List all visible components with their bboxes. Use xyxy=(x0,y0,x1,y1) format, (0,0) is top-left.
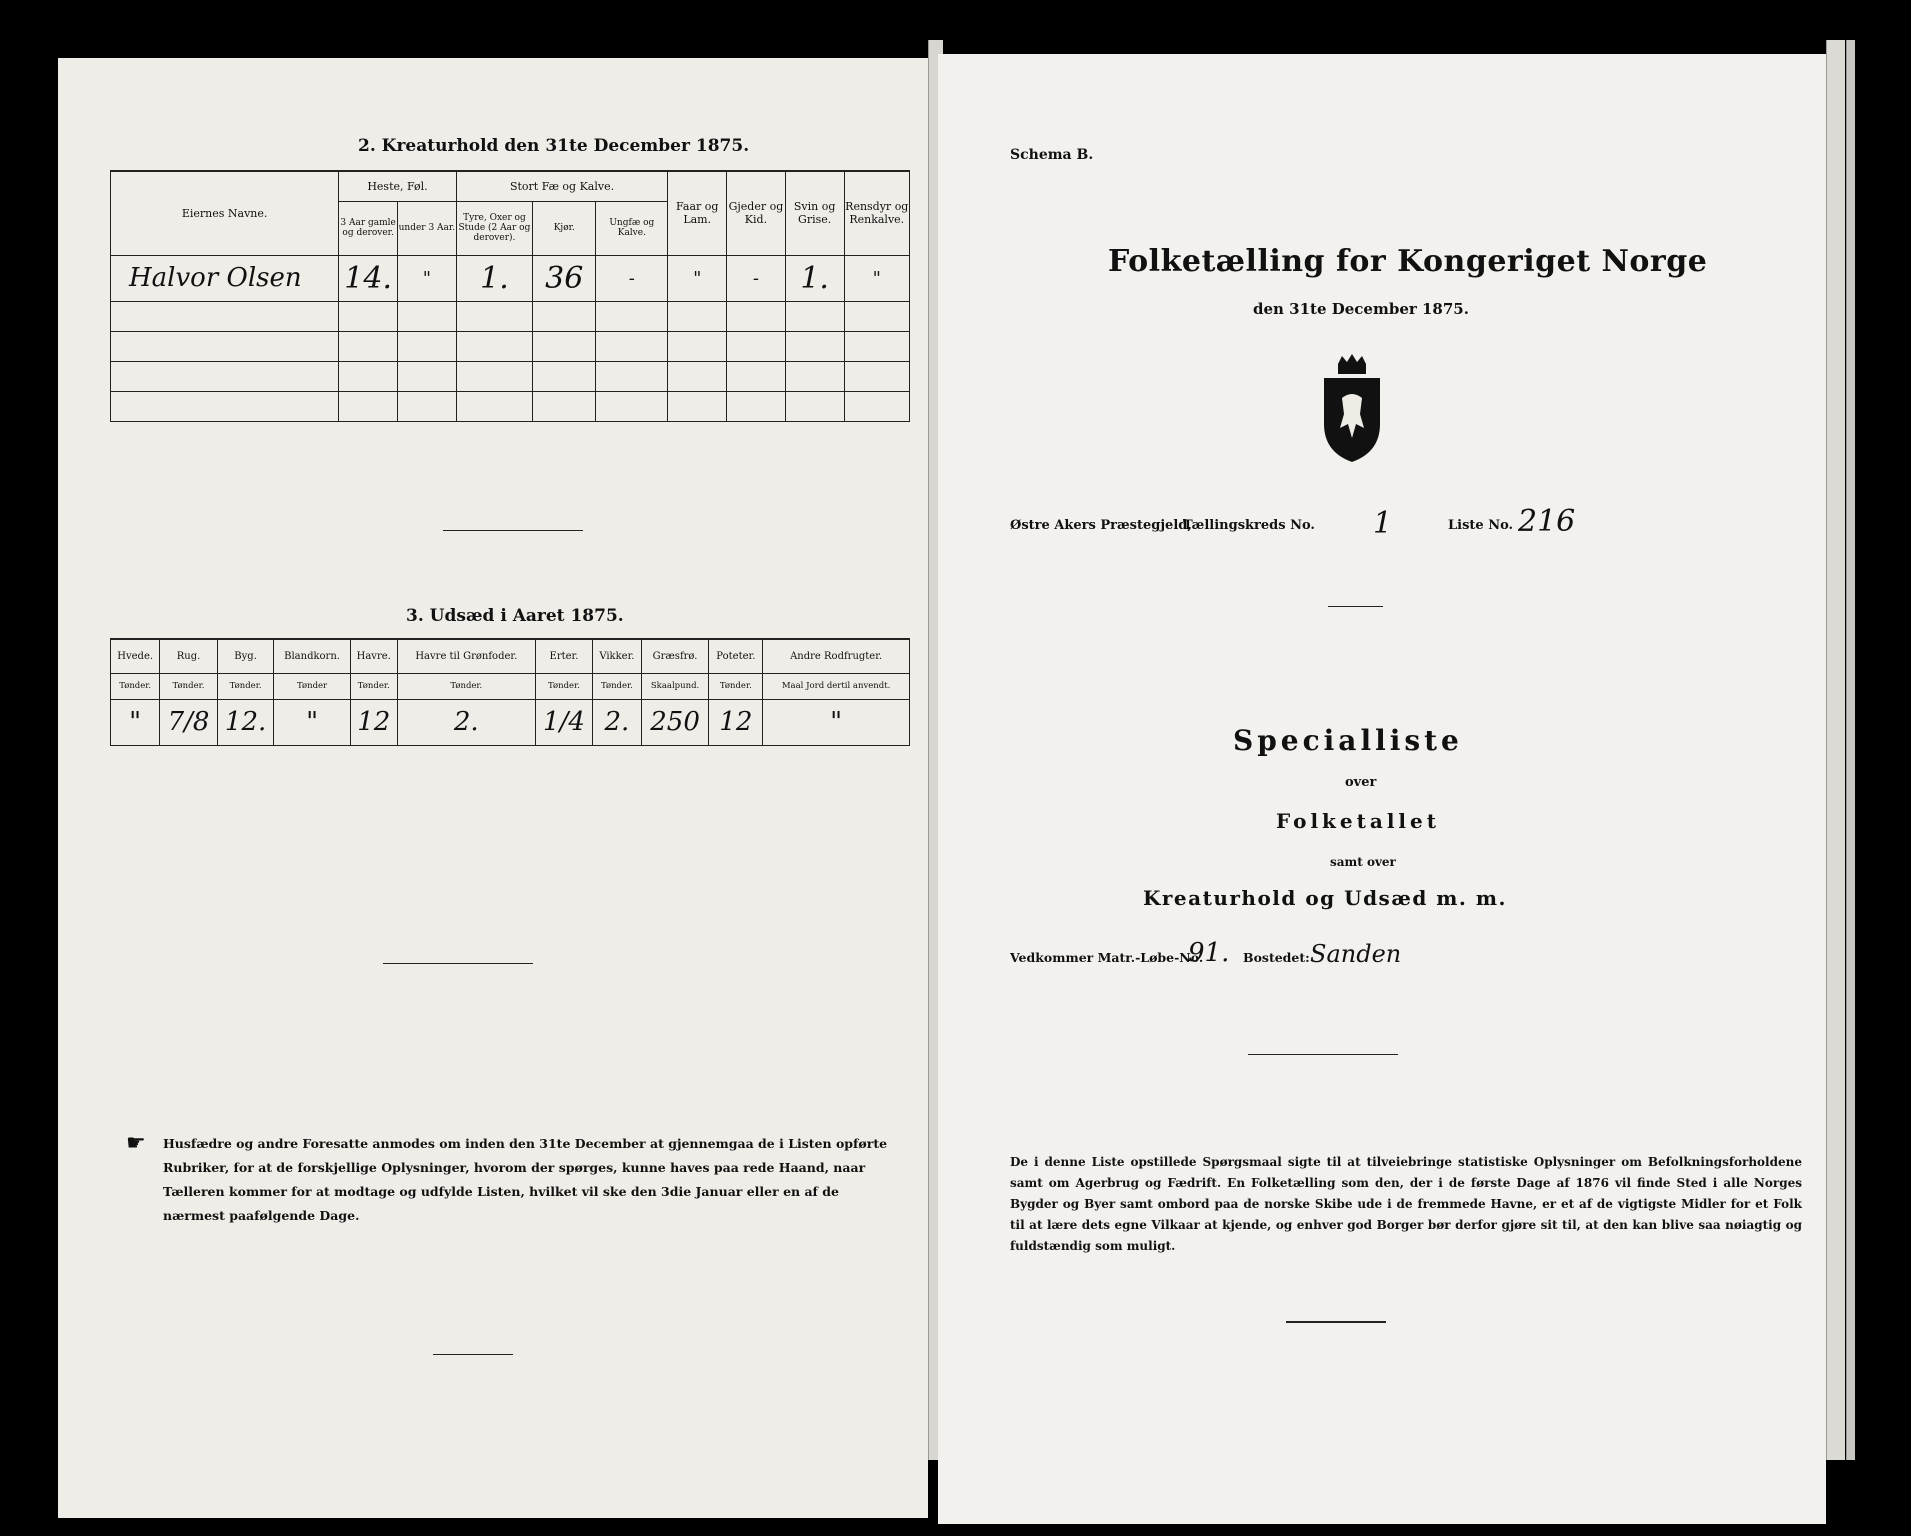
seed-header-8: Græsfrø. xyxy=(641,639,709,673)
heste-old-cell: 14. xyxy=(339,255,398,301)
kreaturhold-heading: Kreaturhold og Udsæd m. m. xyxy=(1143,886,1507,910)
seed-unit-2: Tønder. xyxy=(217,673,274,699)
page-edge xyxy=(1826,40,1845,1460)
seed-value-8: 250 xyxy=(641,699,709,745)
stort-fae-header: Stort Fæ og Kalve. xyxy=(456,171,668,201)
table-row xyxy=(111,255,910,301)
ungfae-cell: - xyxy=(596,255,668,301)
seed-value-5: 2. xyxy=(397,699,535,745)
tyre-header: Tyre, Oxer og Stude (2 Aar og derover). xyxy=(456,201,532,255)
owner-header: Eiernes Navne. xyxy=(111,171,339,255)
divider xyxy=(443,530,583,531)
faar-header: Faar og Lam. xyxy=(668,171,727,255)
seed-value-7: 2. xyxy=(593,699,641,745)
schema-label: Schema B. xyxy=(1010,147,1094,163)
divider xyxy=(433,1354,513,1355)
seed-unit-5: Tønder. xyxy=(397,673,535,699)
left-page xyxy=(58,58,928,1518)
specialliste-heading: Specialliste xyxy=(1233,724,1463,757)
pointing-hand-icon: ☛ xyxy=(126,1131,146,1156)
right-page xyxy=(938,54,1826,1524)
parish-label: Østre Akers Præstegjeld, xyxy=(1010,518,1192,533)
seed-value-6: 1/4 xyxy=(535,699,592,745)
seed-value-2: 12. xyxy=(217,699,274,745)
livestock-table xyxy=(110,170,910,422)
seed-header-9: Poteter. xyxy=(709,639,763,673)
seed-unit-7: Tønder. xyxy=(593,673,641,699)
seed-unit-1: Tønder. xyxy=(160,673,217,699)
seed-header-1: Rug. xyxy=(160,639,217,673)
date-line: den 31te December 1875. xyxy=(1253,300,1469,318)
tyre-cell: 1. xyxy=(456,255,532,301)
list-label: Liste No. xyxy=(1448,518,1514,533)
seed-unit-8: Skaalpund. xyxy=(641,673,709,699)
seed-header-3: Blandkorn. xyxy=(274,639,350,673)
page-edge xyxy=(1846,40,1855,1460)
divider xyxy=(1248,1054,1398,1055)
page-title: Folketælling for Kongeriget Norge xyxy=(1108,244,1708,279)
seed-table xyxy=(110,638,910,746)
coat-of-arms-icon xyxy=(1316,354,1388,464)
ungfae-header: Ungfæ og Kalve. xyxy=(596,201,668,255)
samt-over-label: samt over xyxy=(1330,855,1396,869)
section3-title: 3. Udsæd i Aaret 1875. xyxy=(406,606,624,626)
district-value: 1 xyxy=(1373,506,1393,541)
district-label: Tællingskreds No. xyxy=(1183,518,1315,533)
seed-unit-4: Tønder. xyxy=(350,673,397,699)
seed-value-1: 7/8 xyxy=(160,699,217,745)
bosted-value: Sanden xyxy=(1310,940,1402,968)
gjeder-header: Gjeder og Kid. xyxy=(727,171,786,255)
heste-old-header: 3 Aar gamle og derover. xyxy=(339,201,398,255)
owner-cell: Halvor Olsen xyxy=(111,255,339,301)
heste-young-header: under 3 Aar. xyxy=(398,201,457,255)
seed-header-7: Vikker. xyxy=(593,639,641,673)
footer-text: De i denne Liste opstillede Spørgsmaal sigte til at tilveiebringe statistiske Oplysninger om Befolkningsforholdene samt om Agerbrug og Fædrift. En Folketælling som den, der i de første Dage af 1876 vil finde Sted i alle Norges Bygder og Byer samt ombord paa de norske Skibe ude i de fremmede Havne, er et af de vigtigste Midler for et Folk til at lære dets egne Vilkaar at kjende, og enhver god Borger bør derfor gjøre sit til, at den kan blive saa nøiagtig og fuldstændig som muligt. xyxy=(1010,1155,1802,1253)
matr-label: Vedkommer Matr.-Løbe-No. xyxy=(1010,950,1204,965)
section2-title: 2. Kreaturhold den 31te December 1875. xyxy=(358,136,750,156)
rensdyr-header: Rensdyr og Renkalve. xyxy=(844,171,909,255)
seed-value-0: " xyxy=(111,699,160,745)
heste-header: Heste, Føl. xyxy=(339,171,456,201)
seed-header-10: Andre Rodfrugter. xyxy=(763,639,910,673)
gjeder-cell: - xyxy=(727,255,786,301)
seed-header-4: Havre. xyxy=(350,639,397,673)
seed-header-2: Byg. xyxy=(217,639,274,673)
seed-value-4: 12 xyxy=(350,699,397,745)
seed-header-6: Erter. xyxy=(535,639,592,673)
faar-cell: " xyxy=(668,255,727,301)
rensdyr-cell: " xyxy=(844,255,909,301)
seed-unit-3: Tønder xyxy=(274,673,350,699)
seed-value-3: " xyxy=(274,699,350,745)
divider xyxy=(1328,606,1383,607)
bosted-label: Bostedet: xyxy=(1243,950,1310,965)
seed-value-10: " xyxy=(763,699,910,745)
list-value: 216 xyxy=(1518,504,1576,539)
svin-header: Svin og Grise. xyxy=(785,171,844,255)
svin-cell: 1. xyxy=(785,255,844,301)
seed-header-5: Havre til Grønfoder. xyxy=(397,639,535,673)
over-label: over xyxy=(1345,775,1377,790)
matr-value: 91. xyxy=(1188,938,1230,968)
seed-unit-9: Tønder. xyxy=(709,673,763,699)
notice-text: Husfædre og andre Foresatte anmodes om inden den 31te December at gjennemgaa de i Listen opførte Rubriker, for at de forskjellige Oplysninger, hvorom der spørges, kunne haves paa rede Haand, naar Tælleren kommer for at modtage og udfylde Listen, hvilket vil ske den 3die Januar eller en af de nærmest paafølgende Dage. xyxy=(163,1136,888,1223)
seed-unit-0: Tønder. xyxy=(111,673,160,699)
kjor-header: Kjør. xyxy=(533,201,596,255)
table-row xyxy=(111,699,910,745)
seed-header-0: Hvede. xyxy=(111,639,160,673)
seed-unit-10: Maal Jord dertil anvendt. xyxy=(763,673,910,699)
seed-value-9: 12 xyxy=(709,699,763,745)
seed-unit-6: Tønder. xyxy=(535,673,592,699)
heste-young-cell: " xyxy=(398,255,457,301)
divider xyxy=(1286,1321,1386,1323)
divider xyxy=(383,963,533,964)
folketallet-heading: Folketallet xyxy=(1276,809,1440,833)
kjor-cell: 36 xyxy=(533,255,596,301)
